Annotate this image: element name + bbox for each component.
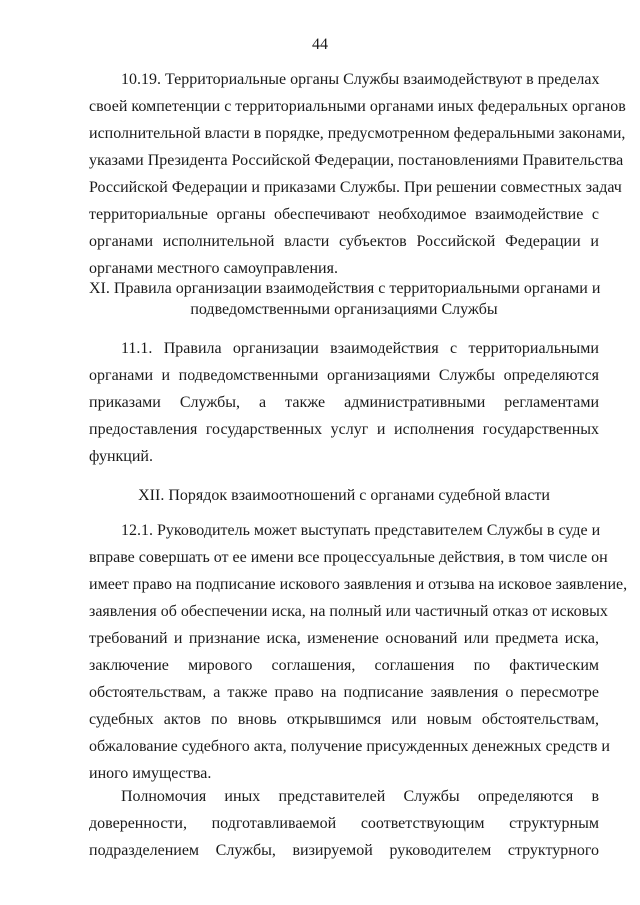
section-heading-xii [89, 485, 599, 506]
text-line: предоставления государственных услуг и исполнения государственных [89, 421, 599, 438]
text-line: органами исполнительной власти субъектов Российской Федерации и [89, 233, 599, 250]
heading-line: XII. Порядок взаимоотношений с органами судебной власти [138, 487, 550, 504]
text-line: 11.1. Правила организации взаимодействия с территориальными [121, 340, 599, 357]
text-line: требований и признание иска, изменение оснований или предмета иска, [89, 630, 599, 647]
paragraph-11-1 [89, 335, 599, 470]
text-line: судебных актов по вновь открывшимся или новым обстоятельствам, [89, 711, 599, 728]
text-line: обстоятельствам, а также право на подписание заявления о пересмотре [89, 684, 599, 701]
text-line: исполнительной власти в порядке, предусмотренном федеральными законами, [89, 125, 626, 142]
paragraph-powers [89, 783, 599, 864]
heading-line: подведомственными организациями Службы [190, 301, 498, 318]
text-line: указами Президента Российской Федерации, постановлениями Правительства [89, 152, 624, 169]
text-line: 12.1. Руководитель может выступать представителем Службы в суде и [121, 522, 601, 539]
text-line: подразделением Службы, визируемой руководителем структурного [89, 842, 599, 859]
text-line: своей компетенции с территориальными органами иных федеральных органов [89, 98, 626, 115]
text-line: 10.19. Территориальные органы Службы взаимодействуют в пределах [121, 71, 600, 88]
heading-line: XI. Правила организации взаимодействия с территориальными органами и [89, 280, 601, 297]
text-line: заключение мирового соглашения, соглашения по фактическим [89, 657, 599, 674]
text-line: иного имущества. [89, 765, 212, 782]
text-line: заявления об обеспечении иска, на полный или частичный отказ от исковых [89, 603, 608, 620]
text-line: Полномочия иных представителей Службы определяются в [121, 788, 599, 805]
paragraph-12-1 [89, 517, 628, 787]
text-line: доверенности, подготавливаемой соответствующим структурным [89, 815, 599, 832]
text-line: Российской Федерации и приказами Службы. При решении совместных задач [89, 179, 622, 196]
text-line: обжалование судебного акта, получение присужденных денежных средств и [89, 738, 610, 755]
section-heading-xi [89, 278, 599, 320]
text-line: органами и подведомственными организациями Службы определяются [89, 367, 599, 384]
text-line: вправе совершать от ее имени все процессуальные действия, в том числе он [89, 549, 608, 566]
text-line: имеет право на подписание искового заявления и отзыва на исковое заявление, [89, 576, 628, 593]
paragraph-10-19 [89, 66, 626, 282]
page-number: 44 [312, 36, 328, 53]
text-line: органами местного самоуправления. [89, 260, 338, 277]
text-line: приказами Службы, а также административными регламентами [89, 394, 599, 411]
text-line: функций. [89, 448, 153, 465]
text-line: территориальные органы обеспечивают необходимое взаимодействие с [89, 206, 599, 223]
